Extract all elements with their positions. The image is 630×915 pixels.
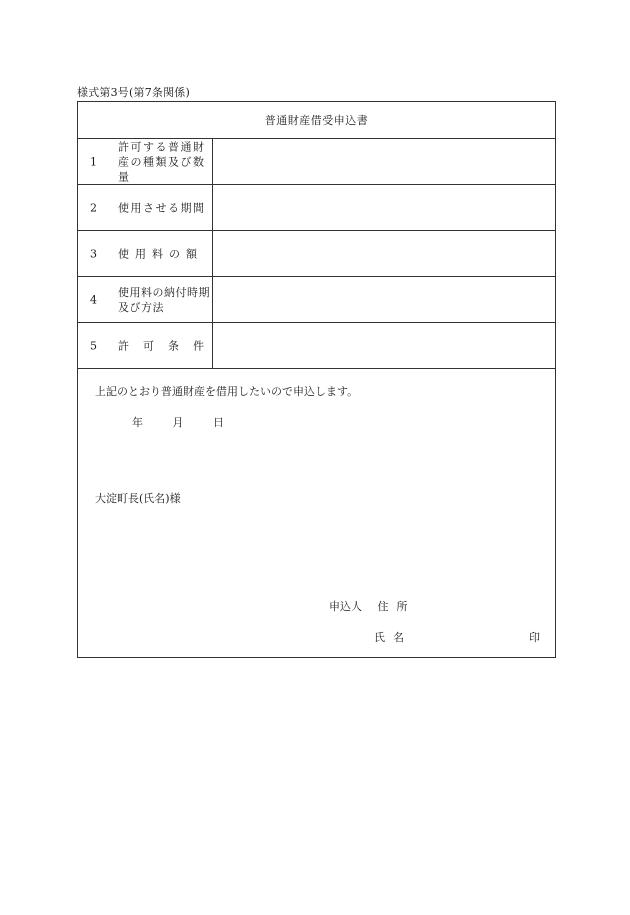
item-label-cell — [78, 185, 213, 230]
item-number: 2 — [90, 201, 97, 214]
item-row-4 — [78, 277, 555, 323]
applicant-label: 申込人 — [329, 600, 362, 613]
item-number: 4 — [90, 293, 97, 306]
application-form — [77, 101, 556, 658]
address-label: 住所 — [377, 600, 416, 613]
date-day-label: 日 — [213, 416, 224, 429]
item-row-2 — [78, 185, 555, 231]
item-value-field[interactable] — [213, 277, 555, 322]
item-value-field[interactable] — [213, 185, 555, 230]
name-label: 氏名 — [374, 631, 412, 644]
item-label-cell — [78, 139, 213, 184]
item-number: 5 — [90, 339, 97, 352]
item-label-cell — [78, 231, 213, 276]
item-label: 使用料の納付時期及び方法 — [118, 285, 210, 314]
item-number: 3 — [90, 247, 97, 260]
item-label: 使用料の額 — [118, 247, 203, 260]
date-month-label: 月 — [172, 416, 184, 429]
declaration-text: 上記のとおり普通財産を借用したいので申込します。 — [95, 385, 359, 398]
item-row-5 — [78, 323, 555, 369]
item-label: 許可する普通財産の種類及び数量 — [118, 140, 206, 183]
item-row-3 — [78, 231, 555, 277]
applicant-address-line — [329, 598, 416, 614]
applicant-name-line — [374, 629, 412, 645]
item-value-field[interactable] — [213, 323, 555, 368]
date-year-label: 年 — [132, 416, 143, 429]
item-label-cell — [78, 323, 218, 368]
item-row-1 — [78, 139, 555, 185]
item-label: 許可条件 — [118, 339, 218, 352]
form-number: 様式第3号(第7条関係) — [77, 86, 190, 99]
seal-mark: 印 — [529, 631, 540, 644]
item-value-field[interactable] — [213, 139, 555, 184]
item-label: 使用させる期間 — [118, 201, 206, 214]
item-number: 1 — [90, 155, 97, 168]
date-line — [132, 414, 224, 430]
item-label-cell — [78, 277, 213, 322]
addressee: 大淀町長(氏名)様 — [95, 492, 181, 505]
item-value-field[interactable] — [213, 231, 555, 276]
form-title: 普通財産借受申込書 — [78, 102, 555, 139]
